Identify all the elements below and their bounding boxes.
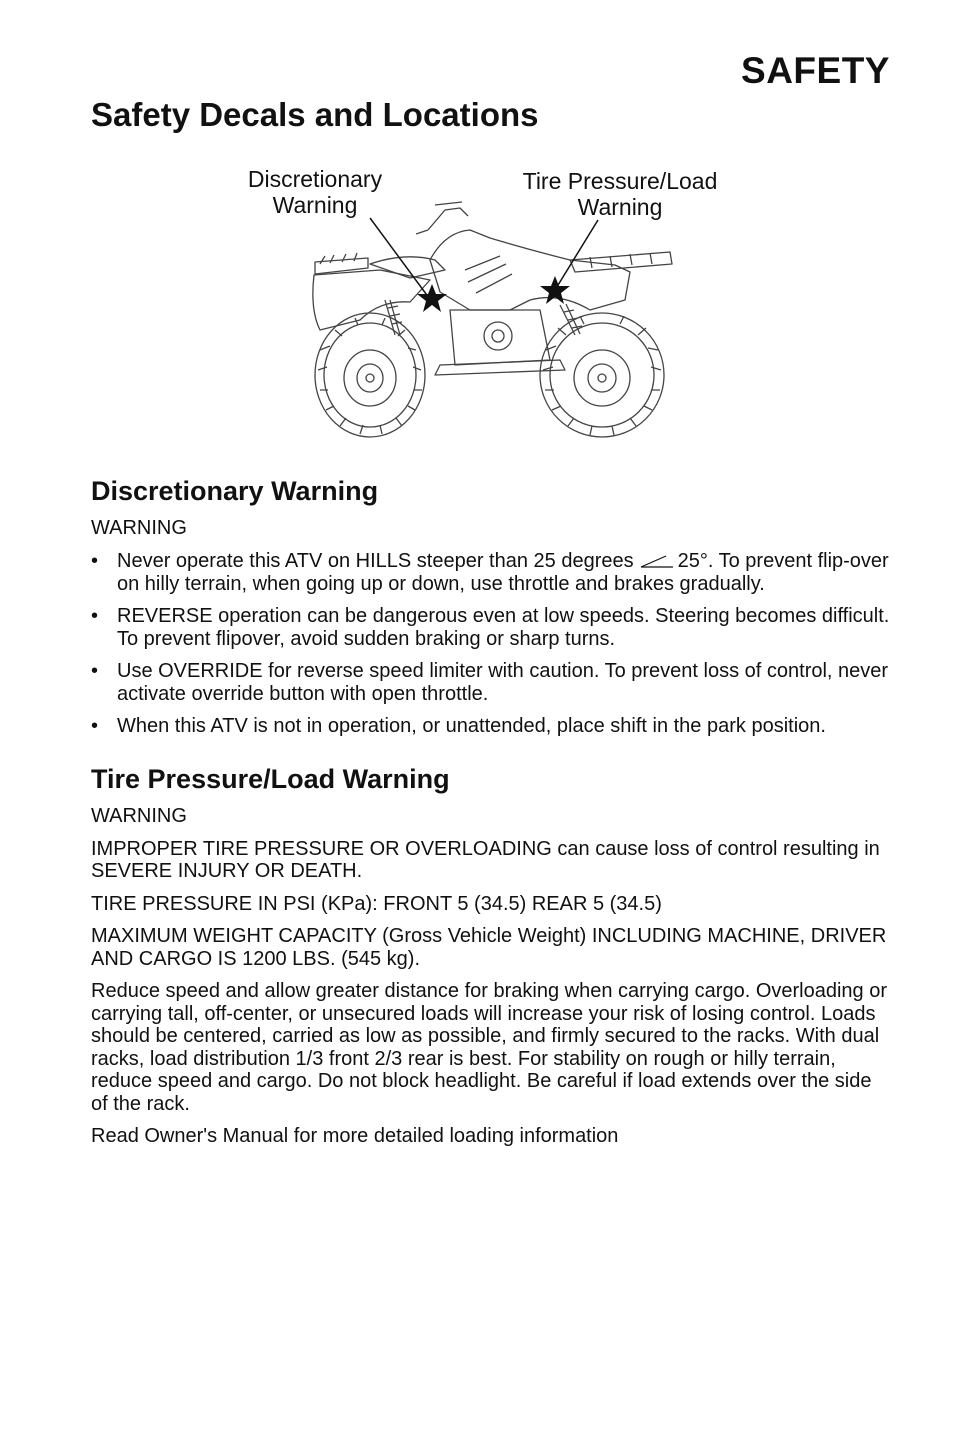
section-header: SAFETY — [741, 50, 890, 91]
discretionary-warning-label: WARNING — [91, 517, 187, 539]
list-item: • Never operate this ATV on HILLS steeper than 25 degrees 25°. To prevent flip-over on hilly terrain, when going up or down, use throttle and brakes gradually. — [91, 550, 889, 595]
tire-pressure-warning-label: WARNING — [91, 804, 187, 827]
tire-pressure-warning-section — [91, 764, 891, 1148]
slope-angle-icon — [640, 554, 674, 568]
main-content — [91, 476, 891, 1158]
paragraph: MAXIMUM WEIGHT CAPACITY (Gross Vehicle Weight) INCLUDING MACHINE, DRIVER AND CARGO IS 1200 LBS. (545 kg). — [91, 925, 887, 970]
page-title: Safety Decals and Locations — [91, 96, 539, 133]
paragraph: TIRE PRESSURE IN PSI (KPa): FRONT 5 (34.5) REAR 5 (34.5) — [91, 892, 662, 915]
tire-pressure-warning-heading: Tire Pressure/Load Warning — [91, 763, 450, 794]
paragraph: Read Owner's Manual for more detailed loading information — [91, 1125, 619, 1147]
atv-decal-figure — [230, 160, 750, 445]
paragraph: IMPROPER TIRE PRESSURE OR OVERLOADING can cause loss of control resulting in SEVERE INJURY OR DEATH. — [91, 837, 880, 882]
callout-tire-pressure-warning: Tire Pressure/Load Warning — [522, 168, 718, 220]
list-item: • When this ATV is not in operation, or unattended, place shift in the park position. — [91, 715, 826, 737]
callout-discretionary-warning: Discretionary Warning — [247, 166, 383, 218]
discretionary-warning-heading: Discretionary Warning — [91, 476, 379, 506]
list-item: • REVERSE operation can be dangerous even at low speeds. Steering becomes difficult. To prevent flipover, avoid sudden braking or sharp turns. — [91, 605, 890, 650]
paragraph: Reduce speed and allow greater distance for braking when carrying cargo. Overloading or carrying tall, off-center, or unsecured loads will increase your risk of losing control. Loads should be centered, carried as low as possible, and firmly secured to the racks. With dual racks, load distribution 1/3 front 2/3 rear is best. For stability on rough or hilly terrain, reduce speed and cargo. Do not block headlight. Be careful if load extends over the side of the rack. — [91, 980, 888, 1115]
list-item: • Use OVERRIDE for reverse speed limiter with caution. To prevent loss of control, never activate override button with open throttle. — [91, 660, 889, 705]
discretionary-warning-section — [91, 476, 891, 738]
discretionary-warning-list — [91, 550, 891, 738]
